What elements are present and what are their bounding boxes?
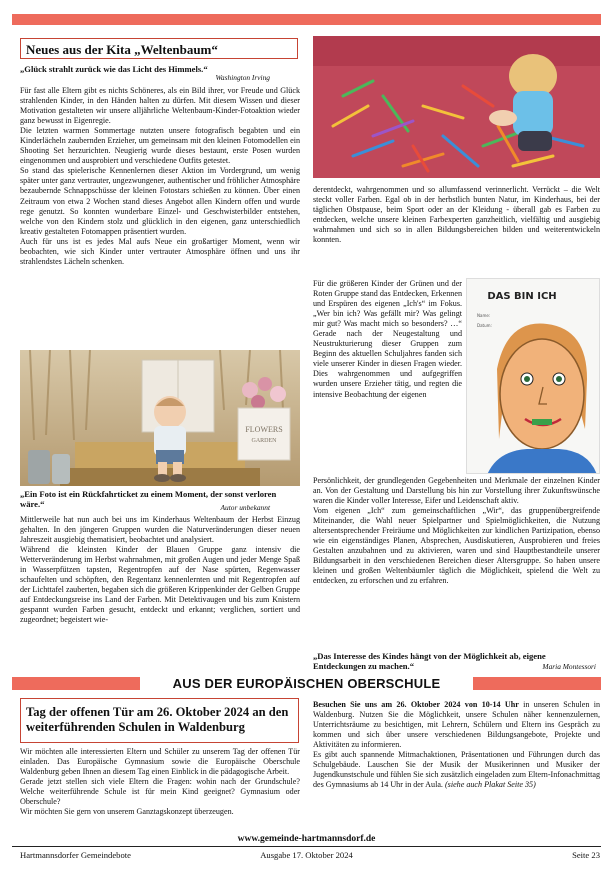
school-invite-text: Wir möchten alle interessierten Eltern und Schüler zu unserem Tag der offenen Tür einladen. Das Europäische Gymnasium sowie die Europäische Oberschule Waldenburg geben Ihnen an diesem Tag einen Einblick in die pädagogische Arbeit. Gerade jetzt stellen sich viele Eltern die Fragen: wohin nach der Grundschule? Welche weiterführende Schule ist für mein Kind geeignet? Gymnasium oder Oberschule? Wir möchten Sie gern von unserem Ganztagskonzept überzeugen. xyxy=(20,747,300,817)
kita-colors-text: derentdeckt, wahrgenommen und so allumfassend verinnerlicht. Verrückt – die Welt steckt voller Farben. Egal ob in der herbstlich bunten Natur, im Kinderhaus, bei der täglichen Obstpause, beim Sport oder an der Kleidung - überall gab es Farben zu entdecken, welche unsere kleinen Farbexperten ganzheitlich, vielfältig und ausgiebig wahrnahmen und sich so in allen Bildungsbereichen bilden und weiterentwickeln konnten. xyxy=(313,185,600,245)
footer-issue-date: Ausgabe 17. Oktober 2024 xyxy=(260,850,353,860)
kita-quote-1-author: Washington Irving xyxy=(215,73,270,82)
school-visit-text xyxy=(313,700,600,832)
kita-quote-2-author: Autor unbekannt xyxy=(220,503,270,512)
self-portrait-drawing xyxy=(467,279,600,474)
kita-identity-text: Für die größeren Kinder der Grünen und der Roten Gruppe stand das Entdecken, Erkennen und Erspüren des eigenen „Ich's“ im Fokus. „Wer bin ich? Was gefällt mir? Was gelingt mir gut? Was macht mich so besonders? …“ Gerade nach der Neugestaltung und Neustrukturierung dieser Gruppen zum Beginn des aktuellen Schuljahres fanden sich viele unserer Kinder in diesen Fragen wieder. Dies wahrgenommen und aufgegriffen wurden unsere Erzieher tätig, und regten die intensive Beobachtung der eigenen xyxy=(313,279,462,399)
kita-photo-child-bench xyxy=(20,350,300,486)
kita-intro-text: Für fast alle Eltern gibt es nichts Schöneres, als ein Bild ihrer, vor Freude und Glück strahlenden Kinder, in den Händen halten zu dürfen. Mit diesem Wissen und dieser Motivation gestalteten wir unsere alljährliche Weltenbaum-Kinder-Fotoaktion wieder ganz bewusst in Eigenregie. Die letzten warmen Sommertage nutzten unsere fotografisch begabten und ein Kinderlächeln zaubernden Erzieher, um gemeinsam mit den kleinen Fotomodellen ein Shooting Set herzurichten. Neugierig wurde dieses bestaunt, erste Posen wurden eingenommen und ausprobiert und verschiedene Outfits getestet. So stand das spielerische Kennenlernen dieser Aktion im Vordergrund, um wenig später unter ganz vertrauter, ungezwungener, authentischer und fröhlicher Atmosphäre bezaubernde Schnappschüsse der kleinen Fotostars schießen zu können. Über einen Zeitraum von etwa 2 Wochen stand dieses Angebot allen Kindern offen und wurde rege genutzt. So konnten wunderbare Einzel- und Geschwisterbilder entstehen, welche von den Kindern stolz und glücklich in den eigenen, ganz unterschiedlich kreativ gestalteten Fotomappen präsentiert wurden. Auch für uns ist es jedes Mal aufs Neue ein großartiger Moment, wenn wir beobachten, wie sich Kinder unter vertrauter Atmosphäre öffnen und uns ihr strahlendstes Lächeln schenken. xyxy=(20,86,300,266)
footer-url[interactable]: www.gemeinde-hartmannsdorf.de xyxy=(237,834,376,844)
section-banner-title: AUS DER EUROPÄISCHEN OBERSCHULE xyxy=(140,676,473,692)
drawing-date-field: Datum: xyxy=(477,323,492,328)
school-visit-reference: (siehe auch Plakat Seite 35) xyxy=(444,780,536,790)
kita-quote-3: „Das Interesse des Kindes hängt von der Möglichkeit ab, eigene Entdeckungen zu machen.“ xyxy=(313,651,546,671)
school-article-title: Tag der offenen Tür am 26. Oktober 2024 an den weiterführenden Schulen in Waldenburg xyxy=(20,698,299,743)
kita-drawing-das-bin-ich xyxy=(466,278,600,474)
school-visit-lead: Besuchen Sie uns am 26. Oktober 2024 von 10-14 Uhr xyxy=(313,700,519,709)
footer-page-number: Seite 23 xyxy=(572,850,600,860)
kita-photo-color-sticks xyxy=(313,36,600,178)
kita-article-title: Neues aus der Kita „Weltenbaum“ xyxy=(20,38,298,59)
kita-personality-text: Persönlichkeit, der grundlegenden Gegebenheiten und Merkmale der einzelnen Kinder an. Von der Gestaltung und Darstellung bis hin zur Vorstellung ihrer Zukunftswünsche waren die Kinder voller Interesse, Eifer und Leidenschaft aktiv. Vom eigenen „Ich“ zum gemeinschaftlichen „Wir“, das gruppenübergreifende Miteinander, die Wahl neuer Spielpartner und Spielmöglichkeiten, die Nutzung altersentsprechender Freiräume und Möglichkeiten zur kindlichen Partizipation, ebenso wie ein eigenständiges Planen, Absprechen, Ausdiskutieren, Ausprobieren und freies Gestalten anzubahnen und zu aktivieren, waren und sind Hauptbestandteile unserer Bildungsarbeit in den verschiedenen Bereichen dieser Altersgruppe. So haben unsere kleinen und großen Weltenbäumler täglich die Möglichkeit, spielend die Welt zu entdecken, zu erforschen und zu erfahren. xyxy=(313,476,600,586)
kita-quote-2: „Ein Foto ist ein Rückfahrticket zu einem Moment, der sonst verloren wäre.“ xyxy=(20,489,277,509)
drawing-caption: DAS BIN ICH xyxy=(487,291,557,302)
flowers-sign-text-1: FLOWERS xyxy=(245,425,283,434)
kita-quote-3-author: Maria Montessori xyxy=(542,662,596,671)
footer-publication: Hartmannsdorfer Gemeindebote xyxy=(20,850,131,860)
school-visit-body: in unseren Schulen in Waldenburg. Nutzen Sie die Möglichkeit, unsere Schulen näher kennenzulernen, Unterrichtsräume zu besichtigen, mit Lehrern, Schülern und Eltern ins Gespräch zu kommen und sich über unsere verschiedenen Bildungsangebote, Projekte und Aktivitäten zu informieren. Es gibt auch spannende Mitmachaktionen, Präsentationen und Führungen durch das Schulgebäude. Lauschen Sie der Musik der Musikerinnen und Musiker der Jugendkunstschule und fühlen Sie sich zusätzlich eingeladen zum Eltern-Infonachmittag des Gymnasiums ab 14 Uhr in der Aula. xyxy=(313,700,600,790)
drawing-name-field: Name: xyxy=(477,313,491,318)
kita-quote-1: „Glück strahlt zurück wie das Licht des Himmels.“ xyxy=(20,64,208,74)
color-sticks-illustration xyxy=(313,36,600,178)
header-accent-bar xyxy=(12,14,601,25)
flowers-sign-text-2: GARDEN xyxy=(251,438,277,444)
child-bench-illustration xyxy=(20,350,300,486)
footer-divider xyxy=(12,846,601,847)
kita-autumn-text: Mittlerweile hat nun auch bei uns im Kinderhaus Weltenbaum der Herbst Einzug gehalten. In den jüngeren Gruppen wurden die Naturveränderungen dieser neuen Jahreszeit ausgiebig thematisiert, beobachtet und analysiert. Während die kleinsten Kinder der Blauen Gruppe ganz intensiv die Wetterveränderung im Herbst wahrnahmen, mit großen Augen und jeder Menge Spaß in Wasserpfützen tapsten, Regentropfen auf der Nase spürten, Regenwasser schaufelten und schöpften, den Regentanz kennenlernten und mit Regentropfen auf der Lichttafel zauberten, begaben sich die größeren Krippenkinder der Gelben Gruppe auf Entdeckungsreise ins Land der Farben. Mit Detektivaugen und bis zum Knistern gespannt wurden Farben gesucht, entdeckt und erkannt; verglichen, sortiert und zugeordnet; begeistert wie- xyxy=(20,515,300,625)
